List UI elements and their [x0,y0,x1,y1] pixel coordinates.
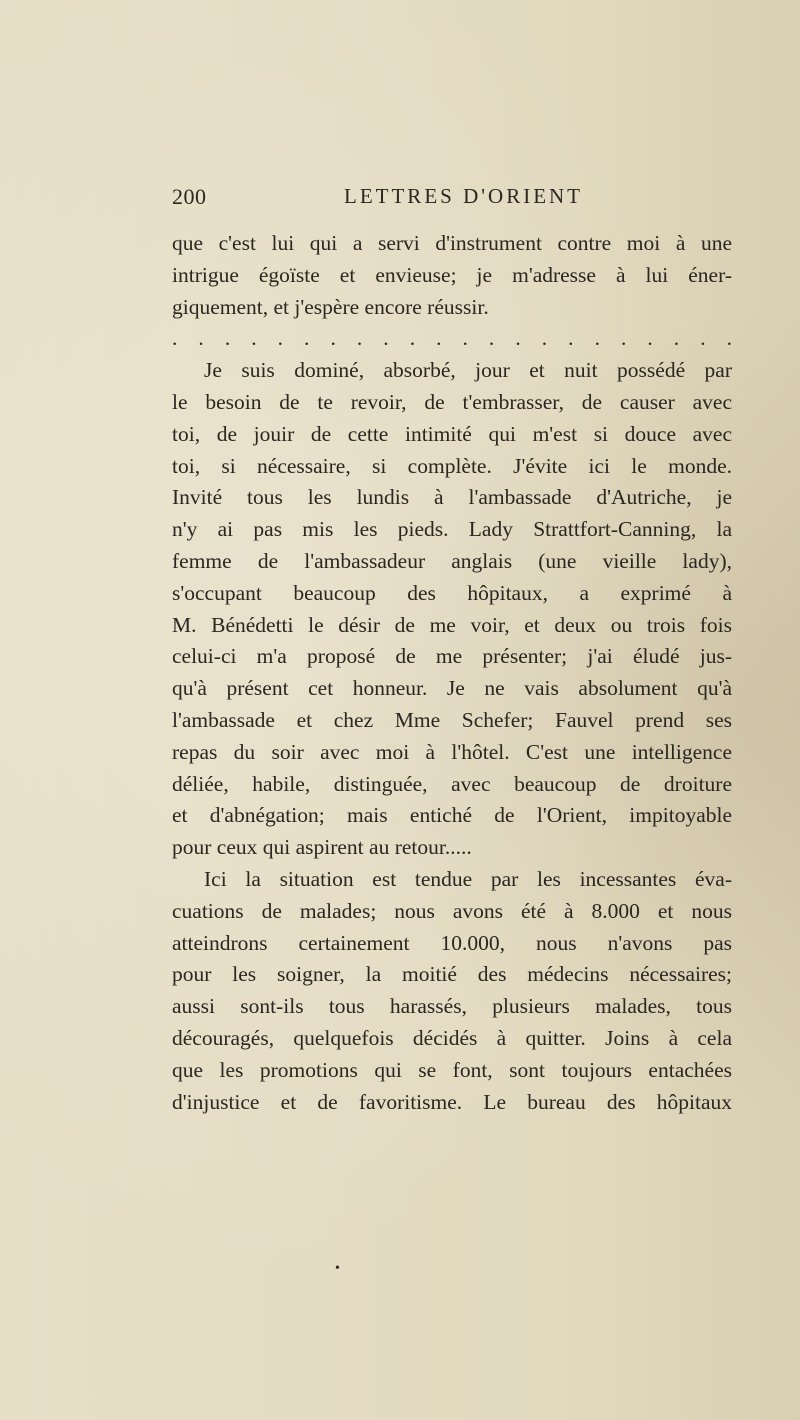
signature-mark: • [335,1261,340,1276]
text-line: giquement, et j'espère encore réussir. [172,294,489,319]
text-line: d'injustice et de favoritisme. Le bureau des hôpitaux [172,1089,732,1114]
text-line: toi, si nécessaire, si complète. J'évite ici le monde. [172,453,732,478]
text-line: aussi sont-ils tous harassés, plusieurs malades, tous [172,994,732,1019]
page-number: 200 [172,184,207,209]
text-line: atteindrons certainement 10.000, nous n'avons pas [172,930,732,955]
text-line: et d'abnégation; mais entiché de l'Orient, impitoyable [172,803,732,828]
text-line: Je suis dominé, absorbé, jour et nuit possédé par [204,358,732,383]
ellipsis-separator: . . . . . . . . . . . . . . . . . . . . . . [172,326,732,351]
text-line: l'ambassade et chez Mme Schefer; Fauvel prend ses [172,707,732,732]
text-line: Invité tous les lundis à l'ambassade d'Autriche, je [172,485,732,510]
text-line: que c'est lui qui a servi d'instrument contre moi à une [172,231,732,255]
text-line: intrigue égoïste et envieuse; je m'adresse à lui éner- [172,262,732,287]
text-line: pour ceux qui aspirent au retour..... [172,835,472,860]
body-text [172,228,732,1118]
text-line: repas du soir avec moi à l'hôtel. C'est une intelligence [172,739,732,764]
text-line: découragés, quelquefois décidés à quitter. Joins à cela [172,1025,732,1050]
text-line: n'y ai pas mis les pieds. Lady Strattfort-Canning, la [172,517,732,542]
text-line: le besoin de te revoir, de t'embrasser, de causer avec [172,389,732,414]
page-header [172,184,732,224]
text-line: toi, de jouir de cette intimité qui m'est si douce avec [172,421,732,446]
running-title: LETTRES D'ORIENT [344,184,584,208]
text-line: celui-ci m'a proposé de me présenter; j'ai éludé jus- [172,644,732,669]
text-line: cuations de malades; nous avons été à 8.000 et nous [172,898,732,923]
text-line: pour les soigner, la moitié des médecins nécessaires; [172,962,732,987]
text-line: qu'à présent cet honneur. Je ne vais absolument qu'à [172,676,732,701]
text-line: femme de l'ambassadeur anglais (une vieille lady), [172,548,732,573]
text-line: Ici la situation est tendue par les incessantes éva- [204,866,732,891]
text-line: déliée, habile, distinguée, avec beaucoup de droiture [172,771,732,796]
text-line: s'occupant beaucoup des hôpitaux, a exprimé à [172,580,732,605]
text-line: M. Bénédetti le désir de me voir, et deux ou trois fois [172,612,732,637]
text-line: que les promotions qui se font, sont toujours entachées [172,1057,732,1082]
